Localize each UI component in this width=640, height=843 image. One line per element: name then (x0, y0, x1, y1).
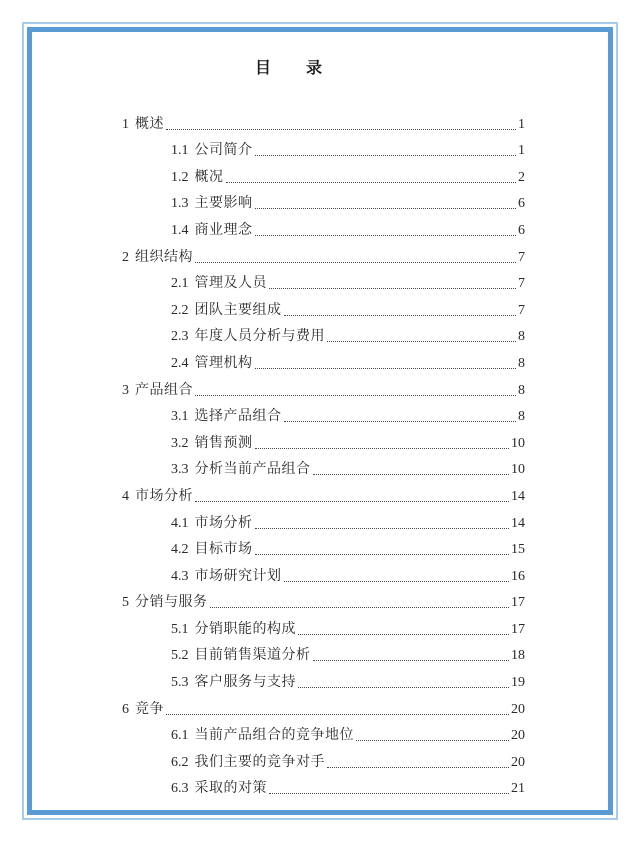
toc-entry[interactable] (122, 692, 525, 719)
toc-entry-title: 概述 (135, 116, 164, 132)
toc-leader-dots (255, 528, 510, 529)
toc-entry-page: 1 (518, 116, 525, 132)
toc-leader-dots (195, 501, 509, 502)
toc-entry-title: 市场分析 (135, 488, 193, 504)
toc-leader-dots (210, 607, 510, 608)
toc-entry-page: 18 (511, 648, 525, 664)
toc-entry[interactable] (122, 719, 525, 746)
toc-entry-title: 目标市场 (194, 542, 253, 558)
toc-entry[interactable] (122, 533, 525, 560)
toc-leader-dots (255, 368, 517, 369)
toc-entry-number: 3.1 (171, 409, 189, 425)
toc-entry-title: 我们主要的竞争对手 (194, 754, 325, 770)
toc-list (122, 107, 525, 798)
toc-leader-dots (284, 421, 517, 422)
toc-entry[interactable] (122, 240, 525, 267)
toc-entry-number: 4.3 (171, 568, 189, 584)
toc-entry[interactable] (122, 506, 525, 533)
toc-entry[interactable] (122, 160, 525, 187)
toc-leader-dots (327, 341, 516, 342)
toc-leader-dots (313, 660, 510, 661)
toc-entry[interactable] (122, 187, 525, 214)
toc-entry[interactable] (122, 639, 525, 666)
toc-entry-page: 10 (511, 462, 525, 478)
toc-entry-page: 7 (518, 249, 525, 265)
toc-entry[interactable] (122, 745, 525, 772)
toc-entry-title: 市场分析 (194, 515, 253, 531)
toc-leader-dots (255, 155, 517, 156)
toc-entry-page: 21 (511, 781, 525, 797)
toc-leader-dots (313, 474, 510, 475)
toc-entry-number: 3.2 (171, 435, 189, 451)
toc-entry-number: 5.2 (171, 648, 189, 664)
toc-leader-dots (298, 687, 509, 688)
toc-entry-title: 分销职能的构成 (194, 621, 296, 637)
toc-entry-title: 当前产品组合的竞争地位 (194, 728, 354, 744)
toc-entry[interactable] (122, 612, 525, 639)
toc-entry[interactable] (122, 107, 525, 134)
toc-entry[interactable] (122, 586, 525, 613)
toc-leader-dots (255, 235, 517, 236)
toc-entry[interactable] (122, 213, 525, 240)
toc-entry-number: 4 (122, 488, 129, 504)
toc-entry-number: 1.3 (171, 196, 189, 212)
toc-entry-page: 14 (511, 488, 525, 504)
toc-entry-page: 6 (518, 222, 525, 238)
toc-entry-number: 1 (122, 116, 129, 132)
toc-entry-page: 20 (511, 754, 525, 770)
toc-leader-dots (255, 554, 510, 555)
toc-entry-page: 14 (511, 515, 525, 531)
toc-leader-dots (255, 448, 510, 449)
toc-entry-page: 8 (518, 355, 525, 371)
toc-entry-title: 团队主要组成 (194, 302, 282, 318)
toc-entry-page: 1 (518, 143, 525, 159)
toc-entry-title: 分销与服务 (135, 595, 208, 611)
toc-entry-page: 20 (511, 701, 525, 717)
toc-leader-dots (226, 182, 517, 183)
toc-entry-page: 20 (511, 728, 525, 744)
toc-entry-number: 2.1 (171, 276, 189, 292)
toc-leader-dots (269, 288, 516, 289)
toc-entry[interactable] (122, 346, 525, 373)
toc-entry-number: 5.1 (171, 621, 189, 637)
toc-entry-number: 3 (122, 382, 129, 398)
toc-entry-number: 1.1 (171, 143, 189, 159)
toc-title: 目 录 (255, 60, 324, 77)
toc-entry-title: 管理及人员 (194, 276, 267, 292)
toc-leader-dots (166, 714, 509, 715)
toc-entry-number: 6.3 (171, 781, 189, 797)
toc-entry-number: 6 (122, 701, 129, 717)
toc-leader-dots (284, 315, 517, 316)
toc-entry[interactable] (122, 453, 525, 480)
toc-entry[interactable] (122, 772, 525, 799)
toc-entry-title: 管理机构 (194, 355, 253, 371)
toc-entry-number: 5.3 (171, 675, 189, 691)
toc-entry-title: 组织结构 (135, 249, 193, 265)
toc-leader-dots (269, 793, 509, 794)
toc-leader-dots (195, 395, 516, 396)
toc-entry-number: 2.2 (171, 302, 189, 318)
toc-entry-page: 15 (511, 542, 525, 558)
toc-entry-number: 5 (122, 595, 129, 611)
toc-entry-page: 8 (518, 382, 525, 398)
toc-entry-title: 分析当前产品组合 (194, 462, 311, 478)
toc-entry-page: 10 (511, 435, 525, 451)
toc-entry-title: 市场研究计划 (194, 568, 282, 584)
toc-entry-title: 年度人员分析与费用 (194, 329, 325, 345)
toc-entry-title: 公司简介 (194, 143, 253, 159)
toc-entry-title: 销售预测 (194, 435, 253, 451)
document-content (32, 32, 608, 810)
toc-entry-page: 8 (518, 409, 525, 425)
toc-leader-dots (195, 262, 516, 263)
toc-entry-number: 2.4 (171, 355, 189, 371)
toc-entry-page: 16 (511, 568, 525, 584)
toc-entry-title: 采取的对策 (194, 781, 267, 797)
toc-entry-number: 2 (122, 249, 129, 265)
toc-entry-title: 选择产品组合 (194, 409, 282, 425)
toc-leader-dots (284, 581, 510, 582)
toc-entry-title: 概况 (194, 169, 224, 185)
toc-entry[interactable] (122, 267, 525, 294)
toc-entry-title: 客户服务与支持 (194, 675, 296, 691)
toc-entry-page: 2 (518, 169, 525, 185)
toc-entry[interactable] (122, 559, 525, 586)
toc-entry[interactable] (122, 665, 525, 692)
toc-entry[interactable] (122, 134, 525, 161)
toc-entry-number: 6.2 (171, 754, 189, 770)
toc-entry-page: 7 (518, 276, 525, 292)
inner-border-frame (27, 27, 613, 815)
toc-entry-page: 17 (511, 595, 525, 611)
toc-entry[interactable] (122, 293, 525, 320)
toc-entry-title: 商业理念 (194, 222, 253, 238)
toc-leader-dots (166, 129, 516, 130)
toc-entry[interactable] (122, 320, 525, 347)
toc-entry-page: 19 (511, 675, 525, 691)
toc-entry[interactable] (122, 479, 525, 506)
toc-entry-number: 4.1 (171, 515, 189, 531)
toc-leader-dots (255, 208, 517, 209)
toc-entry-number: 6.1 (171, 728, 189, 744)
toc-leader-dots (298, 634, 509, 635)
toc-entry[interactable] (122, 400, 525, 427)
toc-entry-number: 4.2 (171, 542, 189, 558)
toc-leader-dots (356, 740, 509, 741)
toc-entry-page: 6 (518, 196, 525, 212)
toc-entry-number: 3.3 (171, 462, 189, 478)
toc-entry-page: 17 (511, 621, 525, 637)
toc-leader-dots (327, 767, 509, 768)
toc-entry[interactable] (122, 426, 525, 453)
toc-entry-number: 2.3 (171, 329, 189, 345)
toc-entry-page: 8 (518, 329, 525, 345)
toc-entry-number: 1.4 (171, 222, 189, 238)
toc-entry-title: 目前销售渠道分析 (194, 648, 311, 664)
toc-entry-title: 竞争 (135, 701, 164, 717)
toc-entry-title: 产品组合 (135, 382, 193, 398)
outer-border-frame (22, 22, 618, 820)
toc-entry-title: 主要影响 (194, 196, 253, 212)
toc-entry-number: 1.2 (171, 169, 189, 185)
toc-entry[interactable] (122, 373, 525, 400)
toc-entry-page: 7 (518, 302, 525, 318)
